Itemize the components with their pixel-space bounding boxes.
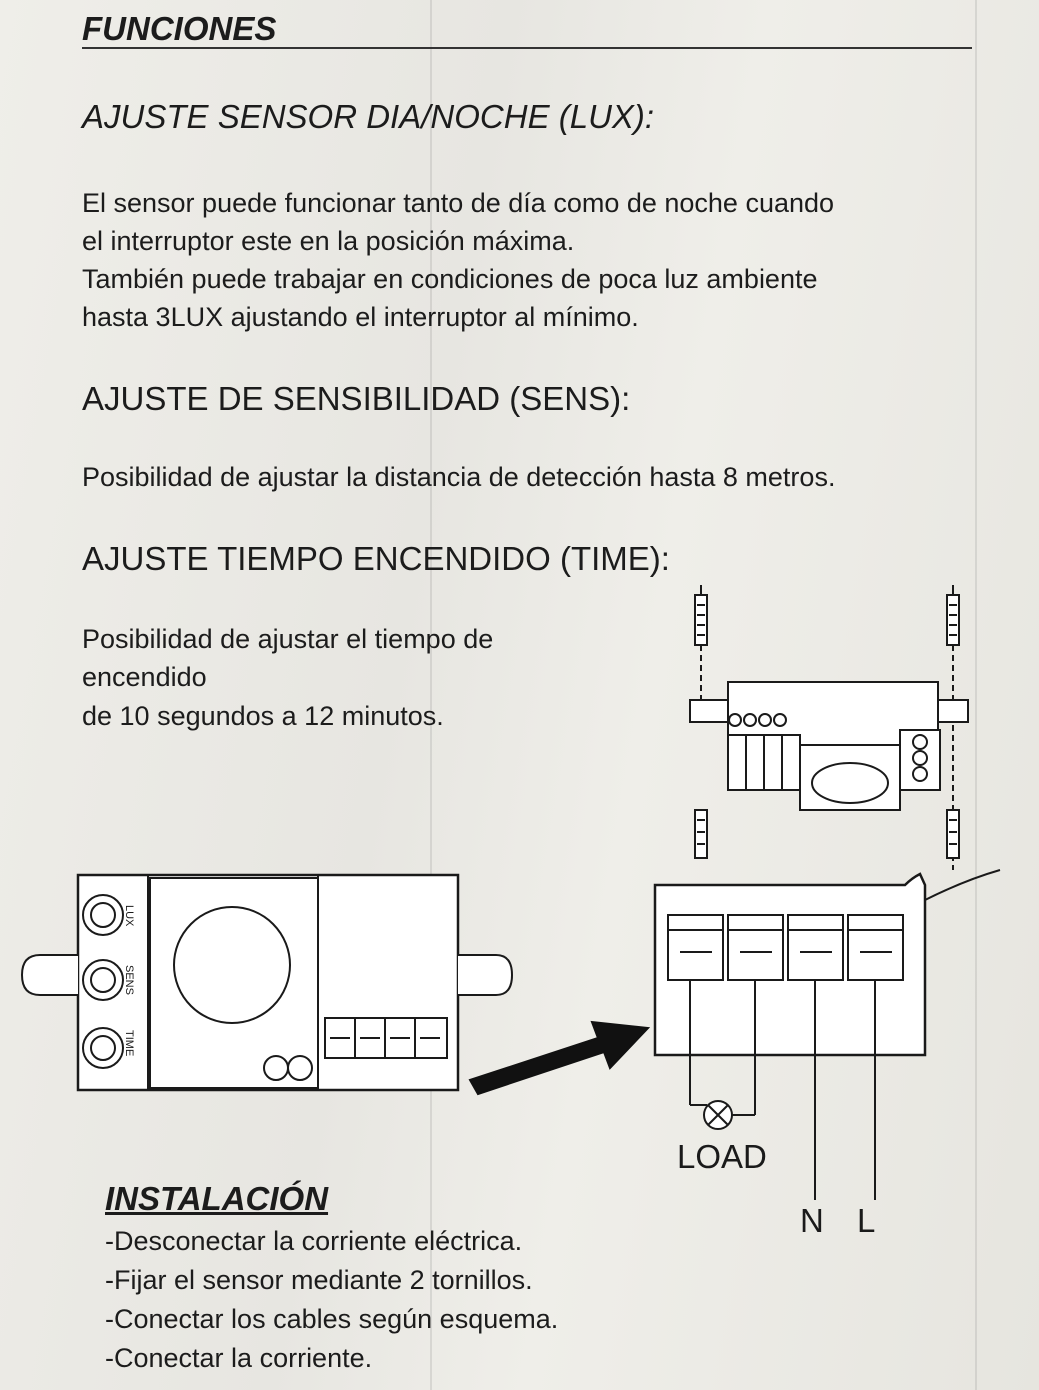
instalacion-step: -Conectar la corriente. — [105, 1343, 373, 1373]
sensor-unit-drawing — [22, 875, 512, 1090]
lux-knob-label: LUX — [123, 905, 135, 927]
neutral-label: N — [800, 1202, 824, 1239]
instalacion-step: -Fijar el sensor mediante 2 tornillos. — [105, 1265, 533, 1295]
load-label: LOAD — [677, 1138, 767, 1175]
sens-line: Posibilidad de ajustar la distancia de detección hasta 8 metros. — [82, 462, 836, 492]
instalacion-step: -Conectar los cables según esquema. — [105, 1304, 559, 1334]
mounted-sensor-drawing — [690, 585, 968, 870]
lux-line: hasta 3LUX ajustando el interruptor al mínimo. — [82, 302, 639, 332]
lux-heading: AJUSTE SENSOR DIA/NOCHE (LUX): — [82, 98, 655, 135]
time-heading: AJUSTE TIEMPO ENCENDIDO (TIME): — [82, 540, 670, 577]
lux-line: El sensor puede funcionar tanto de día como de noche cuando — [82, 188, 835, 218]
time-line: Posibilidad de ajustar el tiempo de — [82, 624, 494, 654]
funciones-title: FUNCIONES — [82, 10, 277, 47]
arrow-shape — [470, 1022, 648, 1094]
sens-knob-label: SENS — [123, 965, 135, 995]
time-line: encendido — [82, 662, 207, 692]
line-label: L — [857, 1202, 876, 1239]
time-knob-label: TIME — [123, 1030, 135, 1057]
instalacion-title: INSTALACIÓN — [105, 1180, 329, 1217]
lux-line: el interruptor este en la posición máxima. — [82, 226, 575, 256]
sens-heading: AJUSTE DE SENSIBILIDAD (SENS): — [82, 380, 631, 417]
lux-line: También puede trabajar en condiciones de poca luz ambiente — [82, 264, 818, 294]
time-line: de 10 segundos a 12 minutos. — [82, 701, 444, 731]
instalacion-step: -Desconectar la corriente eléctrica. — [105, 1226, 523, 1256]
